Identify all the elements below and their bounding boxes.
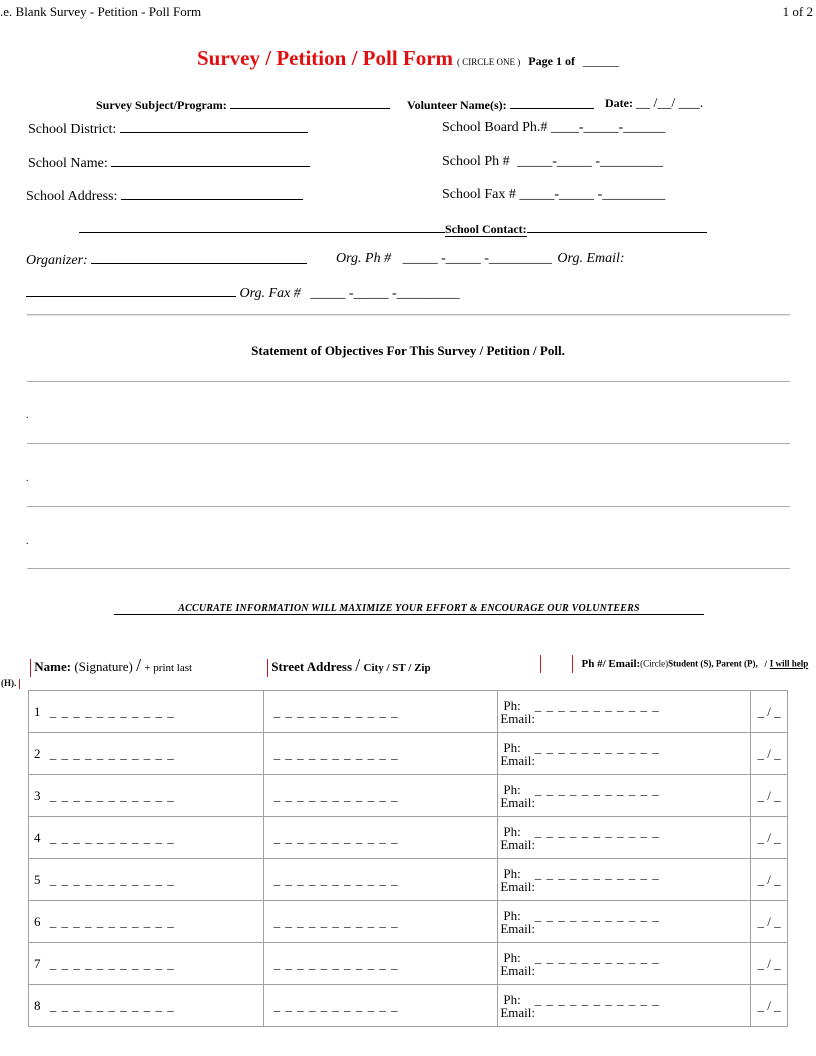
email-label: Email: bbox=[500, 836, 536, 852]
org-fax-blank[interactable]: _____ -_____ -_________ bbox=[310, 286, 460, 301]
contact-cell[interactable] bbox=[498, 733, 751, 775]
name-blank[interactable]: _ _ _ _ _ _ _ _ _ _ _ bbox=[49, 745, 175, 761]
objective-line-1 bbox=[27, 381, 790, 382]
address-cell[interactable] bbox=[263, 775, 498, 817]
row-number: 1 bbox=[34, 703, 41, 719]
name-blank[interactable]: _ _ _ _ _ _ _ _ _ _ _ bbox=[49, 871, 175, 887]
school-contact-field[interactable] bbox=[79, 220, 707, 238]
address-header-label: Street Address bbox=[271, 659, 353, 674]
address-blank[interactable]: _ _ _ _ _ _ _ _ _ _ _ bbox=[273, 913, 399, 929]
role-blank[interactable]: _ / _ bbox=[757, 955, 781, 971]
name-cell[interactable] bbox=[29, 859, 264, 901]
objective-line-3 bbox=[27, 506, 790, 507]
row-number: 4 bbox=[34, 829, 41, 845]
slash-1: / bbox=[136, 655, 142, 675]
contact-cell[interactable] bbox=[498, 691, 751, 733]
objective-bullet-3: . bbox=[26, 536, 29, 547]
role-cell[interactable] bbox=[751, 691, 788, 733]
address-blank[interactable]: _ _ _ _ _ _ _ _ _ _ _ bbox=[273, 997, 399, 1013]
role-cell[interactable] bbox=[751, 985, 788, 1027]
role-blank[interactable]: _ / _ bbox=[757, 703, 781, 719]
name-cell[interactable] bbox=[29, 943, 264, 985]
role-blank[interactable]: _ / _ bbox=[757, 871, 781, 887]
address-cell[interactable] bbox=[263, 817, 498, 859]
roles-label: Student (S), Parent (P), bbox=[668, 658, 758, 669]
school-contact-blank-right[interactable] bbox=[527, 221, 707, 233]
contact-cell[interactable] bbox=[498, 775, 751, 817]
contact-cell[interactable] bbox=[498, 817, 751, 859]
role-cell[interactable] bbox=[751, 817, 788, 859]
ph-label: Ph: bbox=[503, 823, 521, 839]
column-divider-mark bbox=[19, 679, 20, 689]
school-address-label: School Address: bbox=[26, 189, 118, 204]
address-cell[interactable] bbox=[263, 733, 498, 775]
row-number: 5 bbox=[34, 871, 41, 887]
role-cell[interactable] bbox=[751, 775, 788, 817]
row-number: 3 bbox=[34, 787, 41, 803]
org-email-blank[interactable] bbox=[26, 284, 236, 297]
table-row bbox=[29, 817, 788, 859]
city-st-zip-label: City / ST / Zip bbox=[363, 662, 431, 674]
help-suffix bbox=[1, 678, 20, 689]
school-fax-blank[interactable]: _____-_____ -_________ bbox=[519, 187, 666, 202]
address-cell[interactable] bbox=[263, 901, 498, 943]
address-cell[interactable] bbox=[263, 691, 498, 733]
address-blank[interactable]: _ _ _ _ _ _ _ _ _ _ _ bbox=[273, 703, 399, 719]
school-ph-label: School Ph # bbox=[442, 154, 510, 169]
row-number: 2 bbox=[34, 745, 41, 761]
address-blank[interactable]: _ _ _ _ _ _ _ _ _ _ _ bbox=[273, 745, 399, 761]
board-ph-label: School Board Ph.# bbox=[442, 120, 548, 135]
org-ph-blank[interactable]: _____ -_____ -_________ bbox=[402, 251, 552, 266]
address-cell[interactable] bbox=[263, 859, 498, 901]
school-fax-label: School Fax # bbox=[442, 187, 516, 202]
contact-column-header: Ph #/ Email:(Circle)Student (S), Parent (P), / I will help bbox=[540, 655, 808, 673]
contact-cell[interactable] bbox=[498, 985, 751, 1027]
slash-2: / bbox=[355, 655, 361, 675]
organizer-label: Organizer: bbox=[26, 253, 88, 268]
table-row bbox=[29, 943, 788, 985]
circle-one-note: ( CIRCLE ONE ) bbox=[457, 57, 521, 67]
column-divider-mark bbox=[572, 655, 573, 673]
subject-field[interactable] bbox=[96, 96, 390, 113]
name-blank[interactable]: _ _ _ _ _ _ _ _ _ _ _ bbox=[49, 787, 175, 803]
ph-blank[interactable]: _ _ _ _ _ _ _ _ _ _ _ bbox=[534, 739, 660, 755]
role-blank[interactable]: _ / _ bbox=[757, 745, 781, 761]
org-fax-label: Org. Fax # bbox=[239, 286, 301, 301]
school-address-field[interactable] bbox=[26, 187, 303, 205]
ph-blank[interactable]: _ _ _ _ _ _ _ _ _ _ _ bbox=[534, 823, 660, 839]
ph-label: Ph: bbox=[503, 739, 521, 755]
help-label: I will help bbox=[769, 658, 809, 669]
organizer-field[interactable] bbox=[26, 251, 307, 269]
name-header-label: Name: bbox=[34, 659, 72, 674]
school-district-label: School District: bbox=[28, 122, 117, 137]
accuracy-notice: ACCURATE INFORMATION WILL MAXIMIZE YOUR EFFORT & ENCOURAGE OUR VOLUNTEERS bbox=[114, 603, 704, 615]
ph-label: Ph: bbox=[503, 865, 521, 881]
page-header-title: .e. Blank Survey - Petition - Poll Form bbox=[0, 4, 202, 19]
volunteer-label: Volunteer Name(s): bbox=[407, 98, 507, 112]
print-last-label: + print last bbox=[144, 662, 193, 674]
ph-label: Ph: bbox=[503, 991, 521, 1007]
school-district-blank[interactable] bbox=[120, 120, 308, 133]
ph-label: Ph: bbox=[503, 697, 521, 713]
email-label: Email: bbox=[500, 962, 536, 978]
name-cell[interactable] bbox=[29, 817, 264, 859]
address-cell[interactable] bbox=[263, 985, 498, 1027]
row-number: 6 bbox=[34, 913, 41, 929]
email-label: Email: bbox=[500, 794, 536, 810]
role-cell[interactable] bbox=[751, 901, 788, 943]
ph-label: Ph: bbox=[503, 949, 521, 965]
table-row bbox=[29, 733, 788, 775]
signup-table bbox=[28, 690, 788, 1027]
school-name-blank[interactable] bbox=[111, 154, 310, 167]
role-cell[interactable] bbox=[751, 943, 788, 985]
date-label: Date: bbox=[605, 96, 633, 110]
section-divider bbox=[27, 314, 790, 316]
form-title: Survey / Petition / Poll Form bbox=[197, 46, 454, 70]
ph-blank[interactable]: _ _ _ _ _ _ _ _ _ _ _ bbox=[534, 697, 660, 713]
table-row bbox=[29, 775, 788, 817]
form-title-block bbox=[197, 46, 619, 71]
org-ph-field[interactable] bbox=[336, 251, 625, 267]
address-blank[interactable]: _ _ _ _ _ _ _ _ _ _ _ bbox=[273, 787, 399, 803]
role-blank[interactable]: _ / _ bbox=[757, 829, 781, 845]
contact-cell[interactable] bbox=[498, 943, 751, 985]
board-ph-field[interactable] bbox=[442, 120, 665, 136]
org-email-label: Org. Email: bbox=[557, 251, 625, 266]
date-field[interactable] bbox=[605, 96, 703, 112]
email-label: Email: bbox=[500, 920, 536, 936]
org-fax-field[interactable] bbox=[26, 284, 460, 302]
table-row bbox=[29, 691, 788, 733]
volunteer-blank[interactable] bbox=[510, 96, 594, 109]
circle-label: (Circle) bbox=[640, 658, 669, 669]
organizer-blank[interactable] bbox=[91, 251, 307, 264]
ph-email-label: Ph #/ Email: bbox=[581, 657, 641, 670]
page-of-blank: ______ bbox=[582, 54, 619, 68]
name-cell[interactable] bbox=[29, 775, 264, 817]
role-cell[interactable] bbox=[751, 859, 788, 901]
ph-label: Ph: bbox=[503, 781, 521, 797]
name-column-header bbox=[30, 655, 192, 677]
board-ph-blank[interactable]: ____-_____-______ bbox=[550, 120, 666, 135]
address-blank[interactable]: _ _ _ _ _ _ _ _ _ _ _ bbox=[273, 829, 399, 845]
column-divider-mark bbox=[267, 659, 268, 677]
address-blank[interactable]: _ _ _ _ _ _ _ _ _ _ _ bbox=[273, 955, 399, 971]
ph-blank[interactable]: _ _ _ _ _ _ _ _ _ _ _ bbox=[534, 865, 660, 881]
name-blank[interactable]: _ _ _ _ _ _ _ _ _ _ _ bbox=[49, 913, 175, 929]
address-cell[interactable] bbox=[263, 943, 498, 985]
school-name-label: School Name: bbox=[28, 156, 108, 171]
name-blank[interactable]: _ _ _ _ _ _ _ _ _ _ _ bbox=[49, 997, 175, 1013]
signature-label: (Signature) bbox=[74, 659, 133, 674]
role-blank[interactable]: _ / _ bbox=[757, 997, 781, 1013]
name-cell[interactable] bbox=[29, 691, 264, 733]
objective-bullet-1: . bbox=[26, 410, 29, 421]
help-suffix-text: (H). bbox=[1, 678, 17, 688]
table-row bbox=[29, 901, 788, 943]
ph-blank[interactable]: _ _ _ _ _ _ _ _ _ _ _ bbox=[534, 949, 660, 965]
address-column-header bbox=[267, 655, 431, 677]
ph-label: Ph: bbox=[503, 907, 521, 923]
objective-line-2 bbox=[27, 443, 790, 444]
email-label: Email: bbox=[500, 710, 536, 726]
school-district-field[interactable] bbox=[28, 120, 308, 138]
row-number: 8 bbox=[34, 997, 41, 1013]
objective-line-4 bbox=[27, 568, 790, 569]
role-blank[interactable]: _ / _ bbox=[757, 913, 781, 929]
table-row bbox=[29, 985, 788, 1027]
school-contact-label: School Contact: bbox=[445, 222, 527, 236]
subject-blank[interactable] bbox=[230, 96, 390, 109]
column-divider-mark bbox=[30, 659, 31, 677]
name-cell[interactable] bbox=[29, 985, 264, 1027]
contact-cell[interactable] bbox=[498, 901, 751, 943]
school-address-blank[interactable] bbox=[121, 187, 303, 200]
name-cell[interactable] bbox=[29, 901, 264, 943]
column-divider-mark bbox=[540, 655, 541, 673]
ph-blank[interactable]: _ _ _ _ _ _ _ _ _ _ _ bbox=[534, 781, 660, 797]
subject-label: Survey Subject/Program: bbox=[96, 98, 227, 112]
page-number: 1 of 2 bbox=[782, 4, 813, 19]
email-label: Email: bbox=[500, 752, 536, 768]
name-blank[interactable]: _ _ _ _ _ _ _ _ _ _ _ bbox=[49, 955, 175, 971]
name-cell[interactable] bbox=[29, 733, 264, 775]
name-blank[interactable]: _ _ _ _ _ _ _ _ _ _ _ bbox=[49, 703, 175, 719]
school-name-field[interactable] bbox=[28, 154, 310, 172]
school-ph-field[interactable] bbox=[442, 154, 663, 170]
school-ph-blank[interactable]: _____-_____ -_________ bbox=[517, 154, 664, 169]
role-cell[interactable] bbox=[751, 733, 788, 775]
contact-cell[interactable] bbox=[498, 859, 751, 901]
email-label: Email: bbox=[500, 1004, 536, 1020]
ph-blank[interactable]: _ _ _ _ _ _ _ _ _ _ _ bbox=[534, 991, 660, 1007]
school-fax-field[interactable] bbox=[442, 187, 665, 203]
objectives-heading: Statement of Objectives For This Survey / Petition / Poll. bbox=[251, 343, 565, 358]
role-blank[interactable]: _ / _ bbox=[757, 787, 781, 803]
table-row bbox=[29, 859, 788, 901]
school-contact-blank-left[interactable] bbox=[79, 221, 445, 233]
objective-bullet-2: . bbox=[26, 473, 29, 484]
date-blank[interactable]: __ /__/ ___. bbox=[635, 96, 704, 111]
volunteer-field[interactable] bbox=[407, 96, 594, 113]
email-label: Email: bbox=[500, 878, 536, 894]
ph-blank[interactable]: _ _ _ _ _ _ _ _ _ _ _ bbox=[534, 907, 660, 923]
page-of-label: Page 1 of bbox=[528, 54, 575, 68]
address-blank[interactable]: _ _ _ _ _ _ _ _ _ _ _ bbox=[273, 871, 399, 887]
row-number: 7 bbox=[34, 955, 41, 971]
org-ph-label: Org. Ph # bbox=[336, 251, 392, 266]
name-blank[interactable]: _ _ _ _ _ _ _ _ _ _ _ bbox=[49, 829, 175, 845]
